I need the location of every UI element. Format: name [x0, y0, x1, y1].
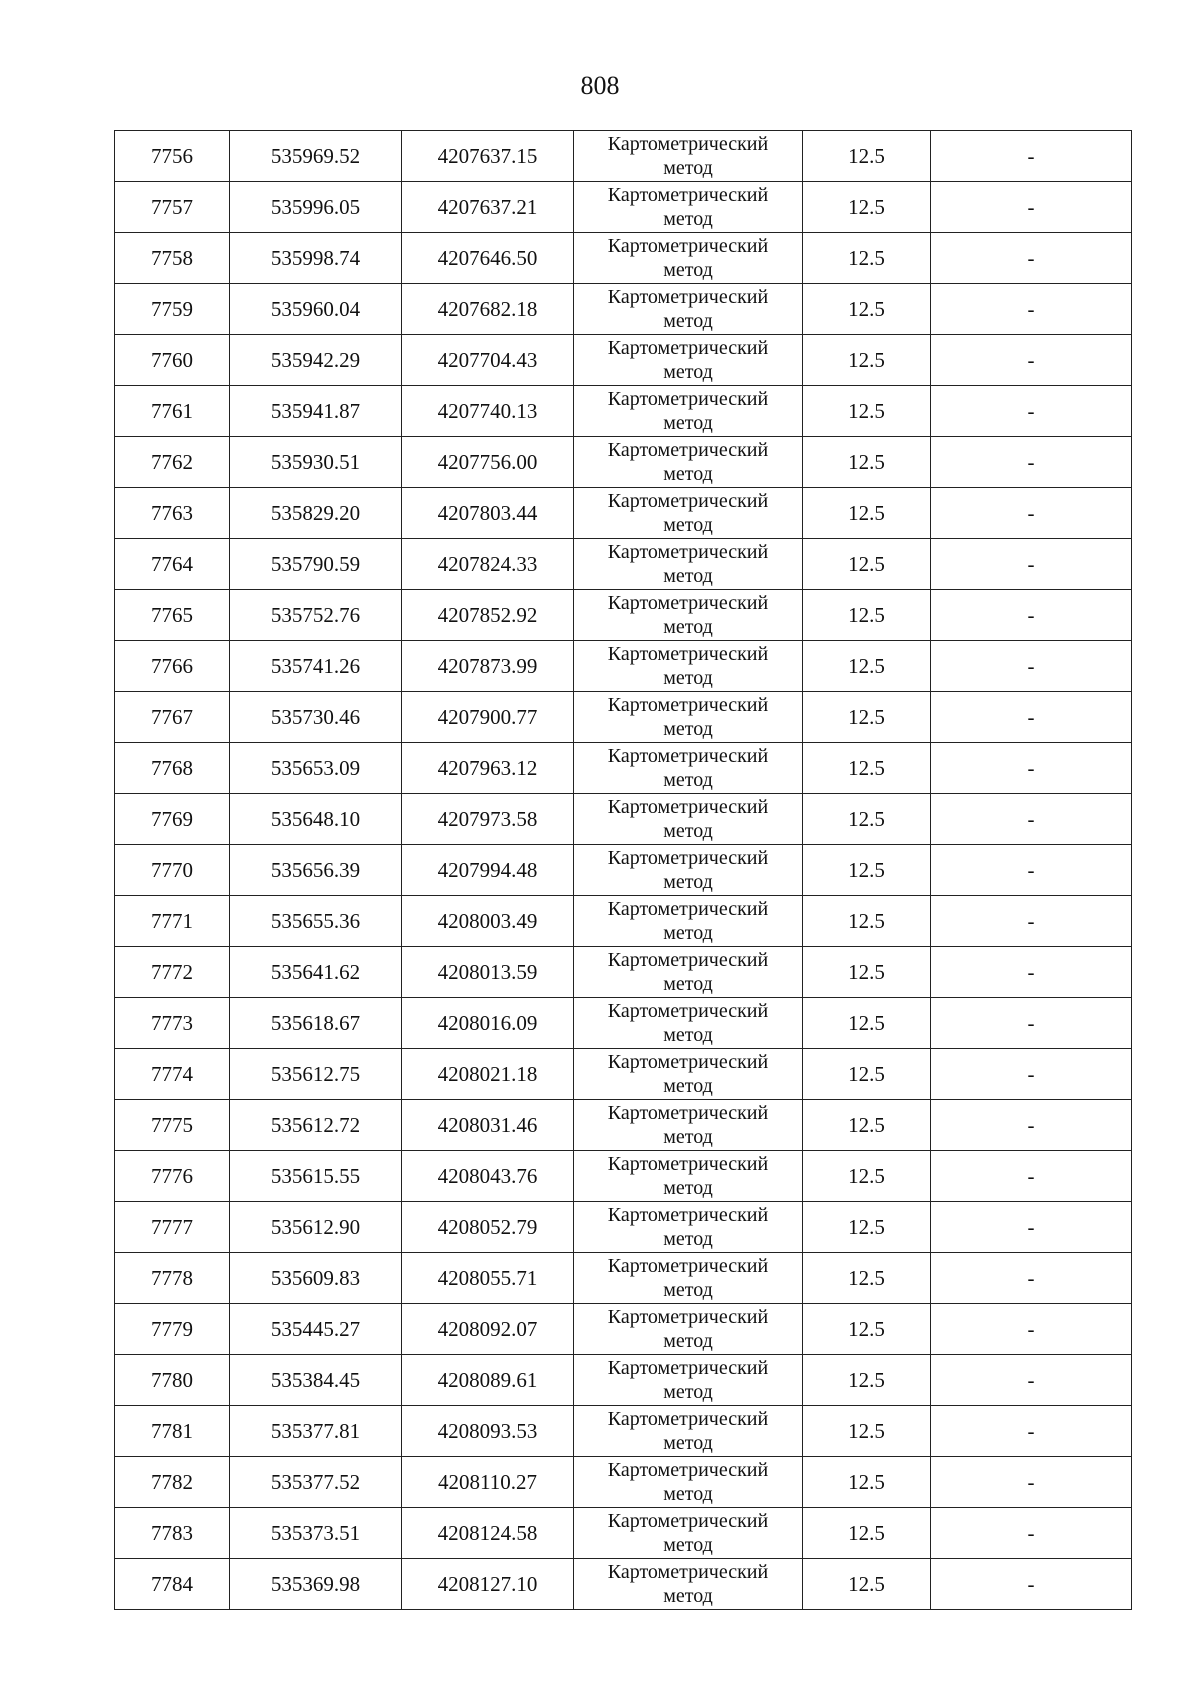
- method-line-2: метод: [663, 361, 713, 383]
- method-line-1: Картометрический: [607, 439, 769, 461]
- method-line-2: метод: [663, 871, 713, 893]
- table-row: [115, 1304, 1132, 1355]
- coordinates-table: [114, 130, 1132, 1610]
- table-row: [115, 386, 1132, 437]
- accuracy-cell: 12.5: [803, 437, 931, 488]
- y-coordinate-cell: 4207637.21: [402, 182, 574, 233]
- y-coordinate-cell: 4207973.58: [402, 794, 574, 845]
- table-row: [115, 947, 1132, 998]
- x-coordinate-cell: 535373.51: [230, 1508, 402, 1559]
- accuracy-cell: 12.5: [803, 233, 931, 284]
- method-line-1: Картометрический: [607, 133, 769, 155]
- method-line-2: метод: [663, 514, 713, 536]
- table-row: [115, 1508, 1132, 1559]
- point-number-cell: 7765: [115, 590, 230, 641]
- note-cell: -: [931, 1406, 1132, 1457]
- y-coordinate-cell: 4208031.46: [402, 1100, 574, 1151]
- method-cell: [574, 692, 803, 743]
- point-number-cell: 7761: [115, 386, 230, 437]
- y-coordinate-cell: 4207803.44: [402, 488, 574, 539]
- method-line-2: метод: [663, 1381, 713, 1403]
- y-coordinate-cell: 4208110.27: [402, 1457, 574, 1508]
- page-number: 808: [580, 71, 620, 100]
- note-cell: -: [931, 1151, 1132, 1202]
- x-coordinate-cell: 535377.81: [230, 1406, 402, 1457]
- x-coordinate-cell: 535969.52: [230, 131, 402, 182]
- method-line-1: Картометрический: [607, 541, 769, 563]
- x-coordinate-cell: 535377.52: [230, 1457, 402, 1508]
- method-line-1: Картометрический: [607, 1255, 769, 1277]
- method-line-1: Картометрический: [607, 1561, 769, 1583]
- method-line-1: Картометрический: [607, 184, 769, 206]
- x-coordinate-cell: 535941.87: [230, 386, 402, 437]
- method-line-2: метод: [663, 616, 713, 638]
- accuracy-cell: 12.5: [803, 998, 931, 1049]
- y-coordinate-cell: 4207682.18: [402, 284, 574, 335]
- y-coordinate-cell: 4208016.09: [402, 998, 574, 1049]
- accuracy-cell: 12.5: [803, 1151, 931, 1202]
- method-line-2: метод: [663, 208, 713, 230]
- method-line-2: метод: [663, 463, 713, 485]
- method-line-2: метод: [663, 1126, 713, 1148]
- method-line-2: метод: [663, 1585, 713, 1607]
- method-line-2: метод: [663, 1330, 713, 1352]
- table-row: [115, 1202, 1132, 1253]
- accuracy-cell: 12.5: [803, 845, 931, 896]
- x-coordinate-cell: 535618.67: [230, 998, 402, 1049]
- point-number-cell: 7762: [115, 437, 230, 488]
- method-line-2: метод: [663, 1483, 713, 1505]
- table-row: [115, 1049, 1132, 1100]
- method-cell: [574, 386, 803, 437]
- point-number-cell: 7769: [115, 794, 230, 845]
- point-number-cell: 7758: [115, 233, 230, 284]
- method-cell: [574, 1253, 803, 1304]
- method-cell: [574, 1355, 803, 1406]
- accuracy-cell: 12.5: [803, 182, 931, 233]
- accuracy-cell: 12.5: [803, 1304, 931, 1355]
- point-number-cell: 7756: [115, 131, 230, 182]
- method-line-2: метод: [663, 1534, 713, 1556]
- method-line-1: Картометрический: [607, 1153, 769, 1175]
- note-cell: -: [931, 1253, 1132, 1304]
- method-line-1: Картометрический: [607, 745, 769, 767]
- accuracy-cell: 12.5: [803, 1457, 931, 1508]
- y-coordinate-cell: 4207646.50: [402, 233, 574, 284]
- accuracy-cell: 12.5: [803, 335, 931, 386]
- y-coordinate-cell: 4207756.00: [402, 437, 574, 488]
- table-row: [115, 437, 1132, 488]
- table-row: [115, 845, 1132, 896]
- method-line-2: метод: [663, 259, 713, 281]
- method-line-2: метод: [663, 1024, 713, 1046]
- x-coordinate-cell: 535656.39: [230, 845, 402, 896]
- method-cell: [574, 845, 803, 896]
- method-cell: [574, 1151, 803, 1202]
- table-row: [115, 1100, 1132, 1151]
- method-line-2: метод: [663, 1279, 713, 1301]
- x-coordinate-cell: 535445.27: [230, 1304, 402, 1355]
- table-row: [115, 1457, 1132, 1508]
- x-coordinate-cell: 535998.74: [230, 233, 402, 284]
- method-line-1: Картометрический: [607, 1459, 769, 1481]
- method-line-1: Картометрический: [607, 847, 769, 869]
- x-coordinate-cell: 535612.75: [230, 1049, 402, 1100]
- method-cell: [574, 947, 803, 998]
- point-number-cell: 7757: [115, 182, 230, 233]
- x-coordinate-cell: 535930.51: [230, 437, 402, 488]
- table-row: [115, 335, 1132, 386]
- table-row: [115, 1559, 1132, 1610]
- accuracy-cell: 12.5: [803, 1100, 931, 1151]
- note-cell: -: [931, 1304, 1132, 1355]
- accuracy-cell: 12.5: [803, 1355, 931, 1406]
- x-coordinate-cell: 535752.76: [230, 590, 402, 641]
- accuracy-cell: 12.5: [803, 896, 931, 947]
- table-row: [115, 131, 1132, 182]
- method-line-1: Картометрический: [607, 1204, 769, 1226]
- method-cell: [574, 1304, 803, 1355]
- x-coordinate-cell: 535612.72: [230, 1100, 402, 1151]
- method-cell: [574, 794, 803, 845]
- method-cell: [574, 1406, 803, 1457]
- note-cell: -: [931, 488, 1132, 539]
- y-coordinate-cell: 4207873.99: [402, 641, 574, 692]
- point-number-cell: 7778: [115, 1253, 230, 1304]
- table-row: [115, 998, 1132, 1049]
- y-coordinate-cell: 4208093.53: [402, 1406, 574, 1457]
- y-coordinate-cell: 4208013.59: [402, 947, 574, 998]
- note-cell: -: [931, 182, 1132, 233]
- x-coordinate-cell: 535942.29: [230, 335, 402, 386]
- x-coordinate-cell: 535609.83: [230, 1253, 402, 1304]
- note-cell: -: [931, 1559, 1132, 1610]
- accuracy-cell: 12.5: [803, 743, 931, 794]
- point-number-cell: 7763: [115, 488, 230, 539]
- y-coordinate-cell: 4208124.58: [402, 1508, 574, 1559]
- table-row: [115, 539, 1132, 590]
- method-line-1: Картометрический: [607, 337, 769, 359]
- table-row: [115, 1151, 1132, 1202]
- table-row: [115, 284, 1132, 335]
- note-cell: -: [931, 692, 1132, 743]
- x-coordinate-cell: 535741.26: [230, 641, 402, 692]
- method-line-2: метод: [663, 718, 713, 740]
- accuracy-cell: 12.5: [803, 488, 931, 539]
- note-cell: -: [931, 233, 1132, 284]
- point-number-cell: 7767: [115, 692, 230, 743]
- y-coordinate-cell: 4207637.15: [402, 131, 574, 182]
- method-cell: [574, 998, 803, 1049]
- accuracy-cell: 12.5: [803, 947, 931, 998]
- accuracy-cell: 12.5: [803, 284, 931, 335]
- note-cell: -: [931, 641, 1132, 692]
- note-cell: -: [931, 1457, 1132, 1508]
- note-cell: -: [931, 437, 1132, 488]
- point-number-cell: 7770: [115, 845, 230, 896]
- y-coordinate-cell: 4207852.92: [402, 590, 574, 641]
- accuracy-cell: 12.5: [803, 692, 931, 743]
- method-cell: [574, 488, 803, 539]
- table-row: [115, 1406, 1132, 1457]
- table-row: [115, 1355, 1132, 1406]
- method-line-1: Картометрический: [607, 898, 769, 920]
- method-line-1: Картометрический: [607, 1000, 769, 1022]
- table-row: [115, 743, 1132, 794]
- note-cell: -: [931, 1355, 1132, 1406]
- method-line-1: Картометрический: [607, 1357, 769, 1379]
- method-line-2: метод: [663, 1228, 713, 1250]
- accuracy-cell: 12.5: [803, 794, 931, 845]
- method-cell: [574, 896, 803, 947]
- method-cell: [574, 335, 803, 386]
- note-cell: -: [931, 335, 1132, 386]
- accuracy-cell: 12.5: [803, 1406, 931, 1457]
- point-number-cell: 7781: [115, 1406, 230, 1457]
- method-line-2: метод: [663, 565, 713, 587]
- method-cell: [574, 743, 803, 794]
- table-row: [115, 233, 1132, 284]
- note-cell: -: [931, 590, 1132, 641]
- accuracy-cell: 12.5: [803, 641, 931, 692]
- y-coordinate-cell: 4208092.07: [402, 1304, 574, 1355]
- accuracy-cell: 12.5: [803, 386, 931, 437]
- method-cell: [574, 131, 803, 182]
- y-coordinate-cell: 4207824.33: [402, 539, 574, 590]
- method-line-2: метод: [663, 1075, 713, 1097]
- note-cell: -: [931, 947, 1132, 998]
- x-coordinate-cell: 535960.04: [230, 284, 402, 335]
- table-row: [115, 1253, 1132, 1304]
- method-line-2: метод: [663, 412, 713, 434]
- method-line-1: Картометрический: [607, 1510, 769, 1532]
- accuracy-cell: 12.5: [803, 131, 931, 182]
- method-line-1: Картометрический: [607, 388, 769, 410]
- method-line-1: Картометрический: [607, 1408, 769, 1430]
- y-coordinate-cell: 4207740.13: [402, 386, 574, 437]
- note-cell: -: [931, 284, 1132, 335]
- method-line-2: метод: [663, 820, 713, 842]
- method-cell: [574, 182, 803, 233]
- y-coordinate-cell: 4207704.43: [402, 335, 574, 386]
- method-line-1: Картометрический: [607, 643, 769, 665]
- method-line-1: Картометрический: [607, 796, 769, 818]
- method-cell: [574, 641, 803, 692]
- x-coordinate-cell: 535369.98: [230, 1559, 402, 1610]
- note-cell: -: [931, 539, 1132, 590]
- method-cell: [574, 1508, 803, 1559]
- method-cell: [574, 1049, 803, 1100]
- point-number-cell: 7775: [115, 1100, 230, 1151]
- point-number-cell: 7784: [115, 1559, 230, 1610]
- point-number-cell: 7768: [115, 743, 230, 794]
- point-number-cell: 7771: [115, 896, 230, 947]
- method-cell: [574, 284, 803, 335]
- note-cell: -: [931, 998, 1132, 1049]
- method-line-1: Картометрический: [607, 1102, 769, 1124]
- y-coordinate-cell: 4208021.18: [402, 1049, 574, 1100]
- accuracy-cell: 12.5: [803, 1508, 931, 1559]
- method-line-2: метод: [663, 157, 713, 179]
- method-line-1: Картометрический: [607, 1306, 769, 1328]
- method-line-2: метод: [663, 973, 713, 995]
- table-row: [115, 794, 1132, 845]
- table-row: [115, 896, 1132, 947]
- point-number-cell: 7760: [115, 335, 230, 386]
- x-coordinate-cell: 535384.45: [230, 1355, 402, 1406]
- method-line-1: Картометрический: [607, 694, 769, 716]
- note-cell: -: [931, 845, 1132, 896]
- point-number-cell: 7783: [115, 1508, 230, 1559]
- note-cell: -: [931, 743, 1132, 794]
- x-coordinate-cell: 535790.59: [230, 539, 402, 590]
- x-coordinate-cell: 535612.90: [230, 1202, 402, 1253]
- y-coordinate-cell: 4208043.76: [402, 1151, 574, 1202]
- point-number-cell: 7759: [115, 284, 230, 335]
- y-coordinate-cell: 4208055.71: [402, 1253, 574, 1304]
- point-number-cell: 7780: [115, 1355, 230, 1406]
- method-line-1: Картометрический: [607, 592, 769, 614]
- method-cell: [574, 1202, 803, 1253]
- method-cell: [574, 437, 803, 488]
- y-coordinate-cell: 4208052.79: [402, 1202, 574, 1253]
- point-number-cell: 7772: [115, 947, 230, 998]
- note-cell: -: [931, 386, 1132, 437]
- x-coordinate-cell: 535655.36: [230, 896, 402, 947]
- y-coordinate-cell: 4208127.10: [402, 1559, 574, 1610]
- method-cell: [574, 1100, 803, 1151]
- method-line-1: Картометрический: [607, 235, 769, 257]
- x-coordinate-cell: 535996.05: [230, 182, 402, 233]
- method-line-1: Картометрический: [607, 490, 769, 512]
- method-cell: [574, 539, 803, 590]
- x-coordinate-cell: 535730.46: [230, 692, 402, 743]
- point-number-cell: 7777: [115, 1202, 230, 1253]
- note-cell: -: [931, 1508, 1132, 1559]
- point-number-cell: 7764: [115, 539, 230, 590]
- note-cell: -: [931, 794, 1132, 845]
- method-line-1: Картометрический: [607, 286, 769, 308]
- method-line-2: метод: [663, 922, 713, 944]
- point-number-cell: 7766: [115, 641, 230, 692]
- method-cell: [574, 233, 803, 284]
- method-cell: [574, 590, 803, 641]
- point-number-cell: 7773: [115, 998, 230, 1049]
- accuracy-cell: 12.5: [803, 1253, 931, 1304]
- method-line-2: метод: [663, 769, 713, 791]
- table-row: [115, 488, 1132, 539]
- note-cell: -: [931, 131, 1132, 182]
- method-line-1: Картометрический: [607, 1051, 769, 1073]
- method-cell: [574, 1559, 803, 1610]
- accuracy-cell: 12.5: [803, 539, 931, 590]
- point-number-cell: 7779: [115, 1304, 230, 1355]
- y-coordinate-cell: 4208089.61: [402, 1355, 574, 1406]
- note-cell: -: [931, 1049, 1132, 1100]
- y-coordinate-cell: 4207900.77: [402, 692, 574, 743]
- point-number-cell: 7776: [115, 1151, 230, 1202]
- method-line-1: Картометрический: [607, 949, 769, 971]
- method-line-2: метод: [663, 310, 713, 332]
- method-line-2: метод: [663, 667, 713, 689]
- y-coordinate-cell: 4208003.49: [402, 896, 574, 947]
- method-cell: [574, 1457, 803, 1508]
- table-body: [115, 131, 1132, 1610]
- method-line-2: метод: [663, 1177, 713, 1199]
- accuracy-cell: 12.5: [803, 1559, 931, 1610]
- note-cell: -: [931, 1100, 1132, 1151]
- accuracy-cell: 12.5: [803, 590, 931, 641]
- x-coordinate-cell: 535653.09: [230, 743, 402, 794]
- x-coordinate-cell: 535648.10: [230, 794, 402, 845]
- accuracy-cell: 12.5: [803, 1202, 931, 1253]
- y-coordinate-cell: 4207994.48: [402, 845, 574, 896]
- table-row: [115, 641, 1132, 692]
- table-row: [115, 182, 1132, 233]
- point-number-cell: 7774: [115, 1049, 230, 1100]
- table-row: [115, 590, 1132, 641]
- note-cell: -: [931, 1202, 1132, 1253]
- x-coordinate-cell: 535615.55: [230, 1151, 402, 1202]
- table-row: [115, 692, 1132, 743]
- method-line-2: метод: [663, 1432, 713, 1454]
- x-coordinate-cell: 535829.20: [230, 488, 402, 539]
- y-coordinate-cell: 4207963.12: [402, 743, 574, 794]
- accuracy-cell: 12.5: [803, 1049, 931, 1100]
- x-coordinate-cell: 535641.62: [230, 947, 402, 998]
- point-number-cell: 7782: [115, 1457, 230, 1508]
- note-cell: -: [931, 896, 1132, 947]
